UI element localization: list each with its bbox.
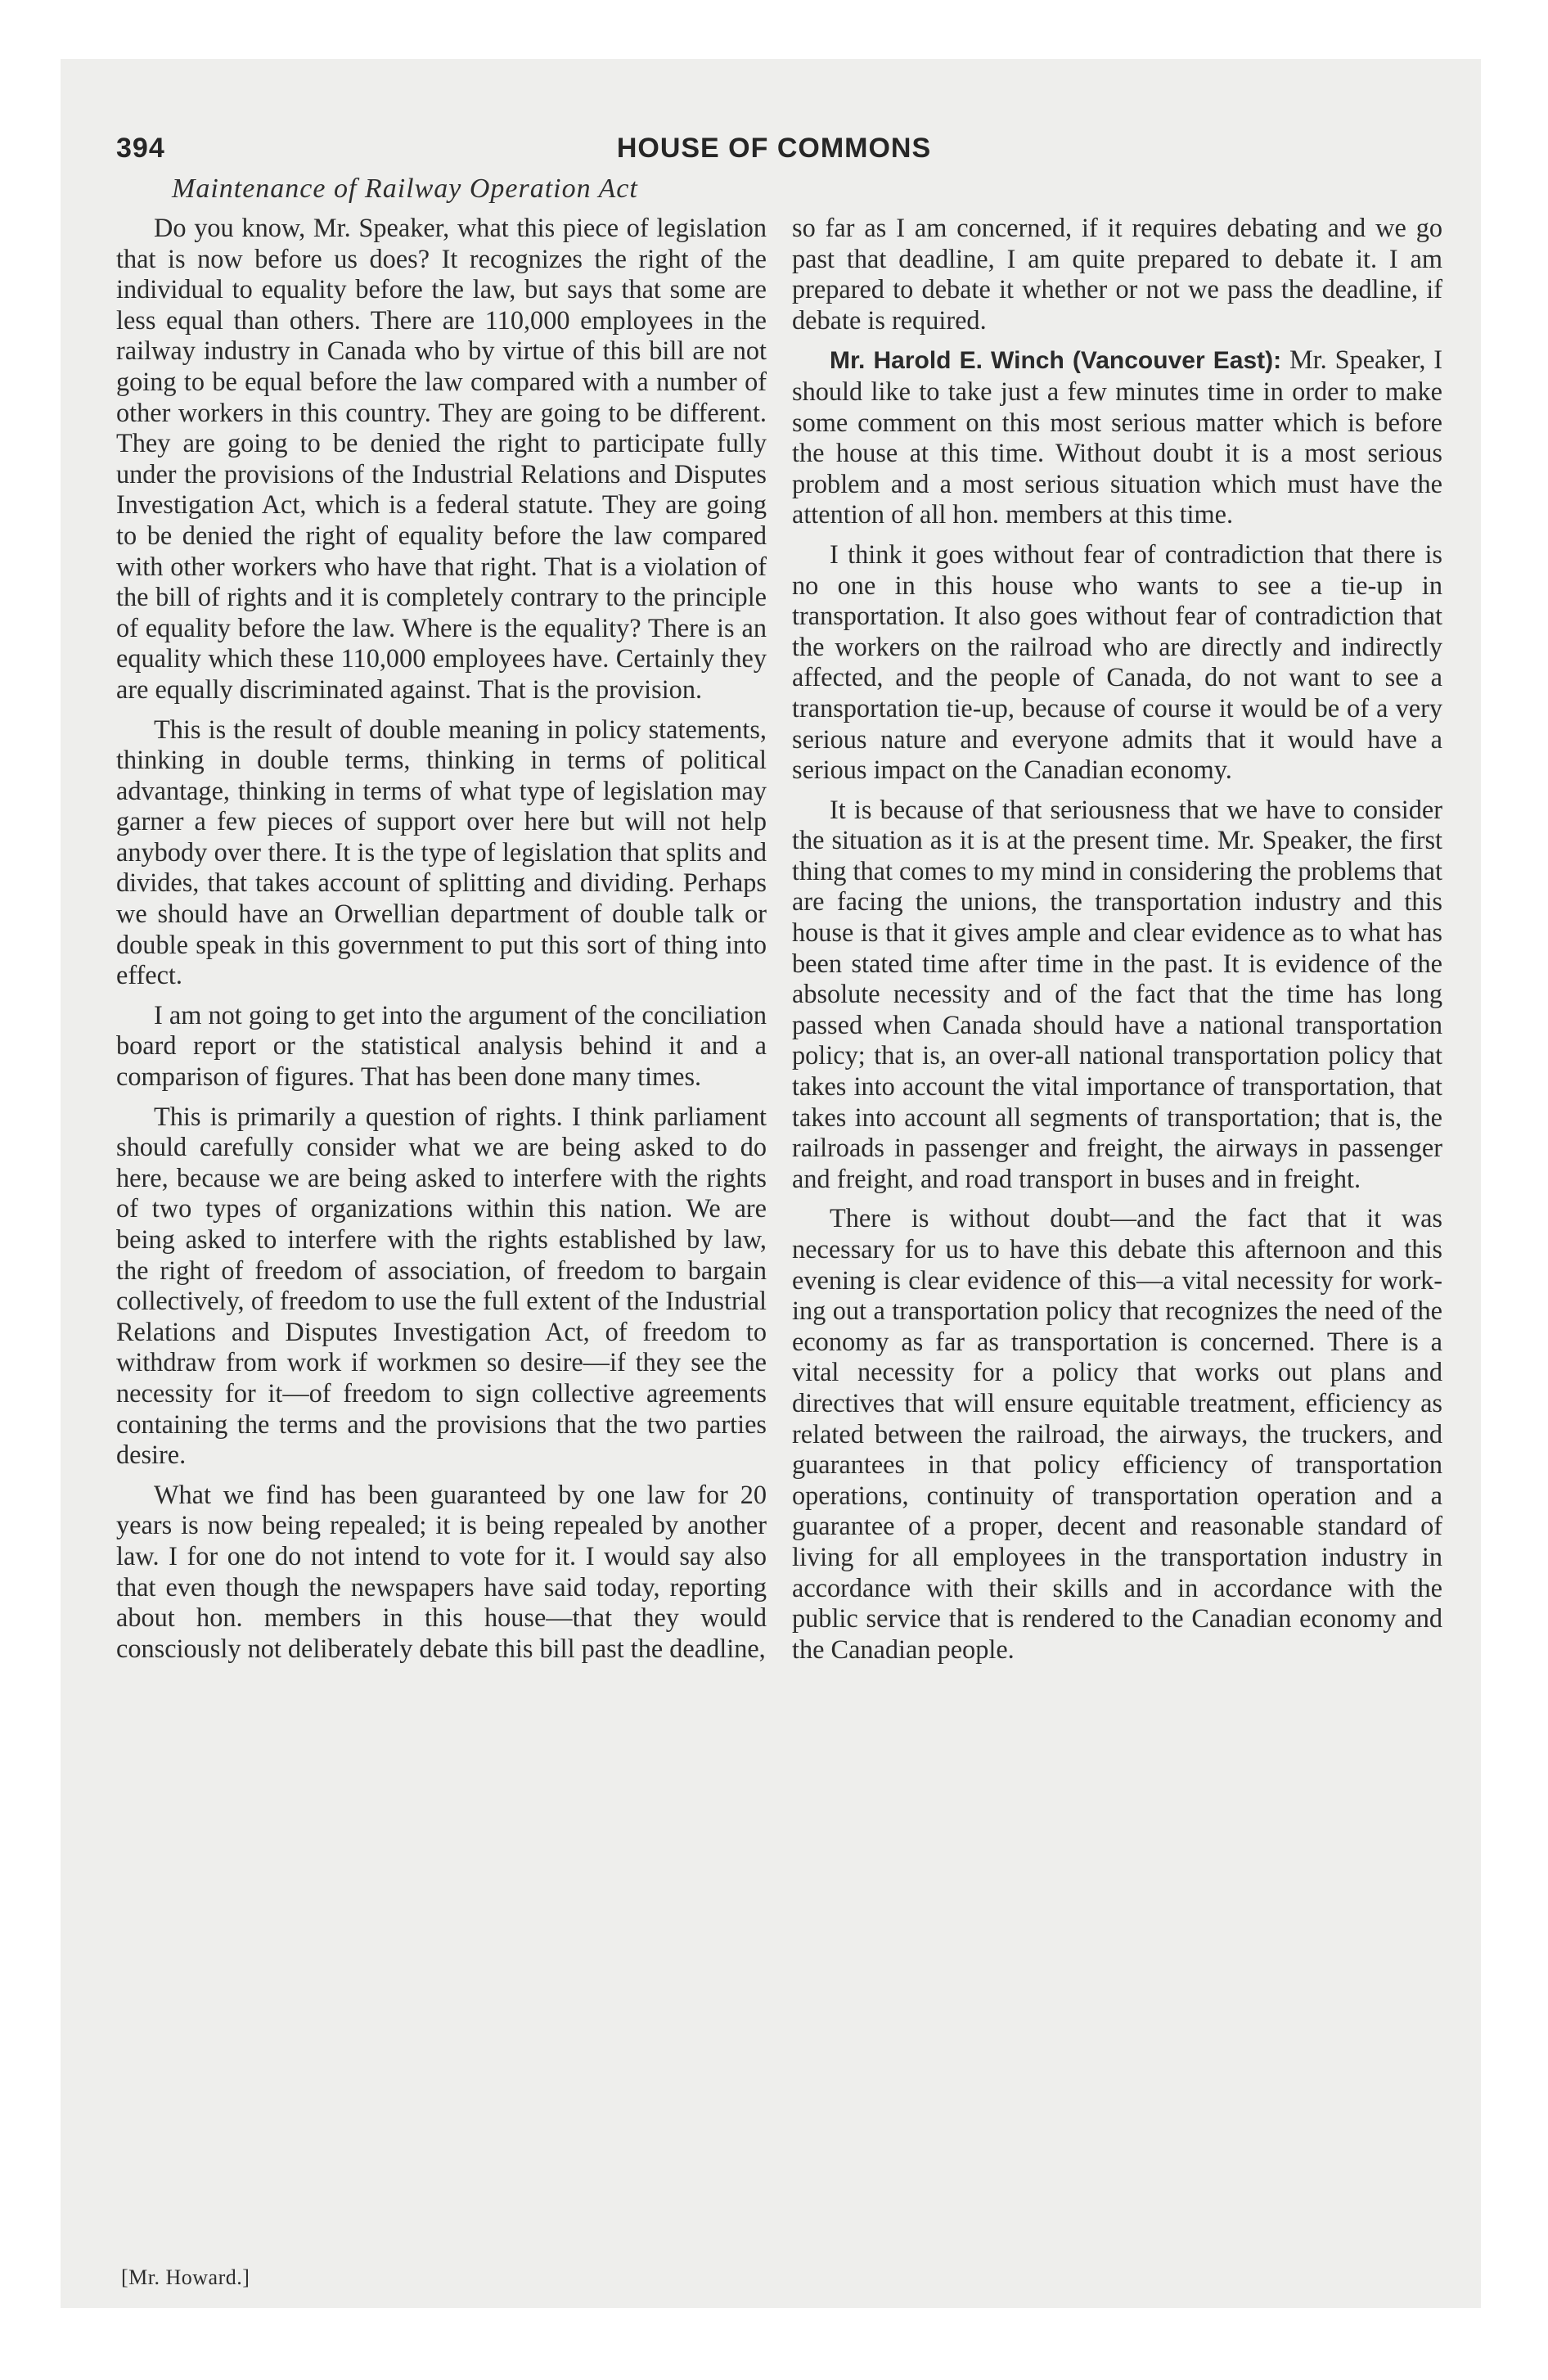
paragraph: This is primarily a question of rights. I think parliament should carefully consider what we are being asked to do here, because we are being asked to interfere with the rights of two types of organizations within this nation. We are being asked to interfere with the rights established by law, the right of freedom of association, of freedom to bargain collectively, of freedom to use the full extent of the Industrial Relations and Disputes Investigation Act, of freedom to withdraw from work if workmen so desire—if they see the necessity for it—of freedom to sign collective agreements containing the terms and the provisions that the two parties desire. bbox=[116, 1101, 767, 1470]
speaker-paragraph bbox=[792, 345, 1442, 530]
paragraph: There is without doubt—and the fact that it was necessary for us to have this debate this afternoon and this evening is clear evidence of this—a vital necessity for working out a transportation policy that recognizes the need of the economy as far as transportation is concerned. There is a vital necessity for a policy that works out plans and directives that will ensure equitable treatment, efficiency as related between the railroad, the airways, the truckers, and guarantees in that policy efficiency of transportation operations, continuity of transportation operation and a guarantee of a proper, decent and reasonable standard of living for all employees in the transportation industry in accordance with their skills and in accordance with the public service that is rendered to the Canadian economy and the Canadian people. bbox=[792, 1203, 1442, 1664]
paragraph: It is because of that seriousness that we have to consider the situation as it is at the present time. Mr. Speaker, the first thing that comes to my mind in considering the problems that are facing the unions, the transportation industry and this house is that it gives ample and clear evidence as to what has been stated time after time in the past. It is evidence of the absolute necessity and of the fact that the time has long passed when Canada should have a national transportation policy; that is, an over-all national transportation policy that takes into account the vital importance of transportation, that takes into account all segments of transportation; that is, the railroads in passenger and freight, the airways in passenger and freight, and road transport in buses and in freight. bbox=[792, 794, 1442, 1193]
paragraph: I am not going to get into the argument of the conciliation board report or the statistical analysis behind it and a comparison of figures. That has been done many times. bbox=[116, 999, 767, 1092]
running-subject: Maintenance of Railway Operation Act bbox=[172, 174, 638, 204]
right-column bbox=[792, 213, 1442, 1674]
speech-opening: Mr. Speaker, I should like to take just a few minutes time in order to make some comment on this most serious matter which is before the house at this time. Without doubt it is a most serious problem and a most serious situation which must have the attention of all hon. members at this time. bbox=[792, 345, 1443, 530]
left-column bbox=[116, 213, 767, 1673]
paragraph: I think it goes without fear of contradiction that there is no one in this house who wants to see a tie-up in transportation. It also goes without fear of contradiction that the workers on the railroad who are directly and indirectly affected, and the people of Canada, do not want to see a transportation tie-up, because of course it would be of a very serious nature and everyone admits that it would have a serious impact on the Canadian economy. bbox=[792, 539, 1442, 785]
speaker-attribution: [Mr. Howard.] bbox=[121, 2265, 250, 2289]
paragraph: Do you know, Mr. Speaker, what this piece of legislation that is now before us does? It recognizes the right of the individual to equality before the law, but says that some are less equal than others. There are 110,000 employees in the railway industry in Canada who by virtue of this bill are not going to be equal before the law compared with a number of other workers in this country. They are going to be different. They are going to be denied the right to participate fully under the provisions of the Industrial Relations and Disputes Investigation Act, which is a federal statute. They are going to be denied the right of equality before the law compared with other workers who have that right. That is a violation of the bill of rights and it is completely contrary to the principle of equality before the law. Where is the equality? There is an equality which these 110,000 employees have. Certainly they are equally discriminated against. That is the provision. bbox=[116, 213, 767, 704]
continued-paragraph: so far as I am concerned, if it requires debating and we go past that deadline, I am quite prepared to debate it. I am prepared to debate it whether or not we pass the deadline, if debate is required. bbox=[792, 213, 1442, 335]
page-title: HOUSE OF COMMONS bbox=[616, 133, 932, 164]
speaker-name: Mr. Harold E. Winch (Vancouver East): bbox=[830, 347, 1282, 375]
page-number: 394 bbox=[116, 133, 165, 164]
paragraph: This is the result of double meaning in policy statements, thinking in double terms, thinking in terms of political advantage, thinking in terms of what type of legislation may garner a few pieces of support over here but will not help anybody over there. It is the type of legislation that splits and divides, that takes account of splitting and dividing. Perhaps we should have an Orwellian department of double talk or double speak in this government to put this sort of thing into effect. bbox=[116, 714, 767, 990]
paragraph: What we find has been guaranteed by one law for 20 years is now being repealed; it is being repealed by another law. I for one do not intend to vote for it. I would say also that even though the newspapers have said today, reporting about hon. members in this house—that they would consciously not deliberately debate this bill past the deadline, bbox=[116, 1479, 767, 1663]
